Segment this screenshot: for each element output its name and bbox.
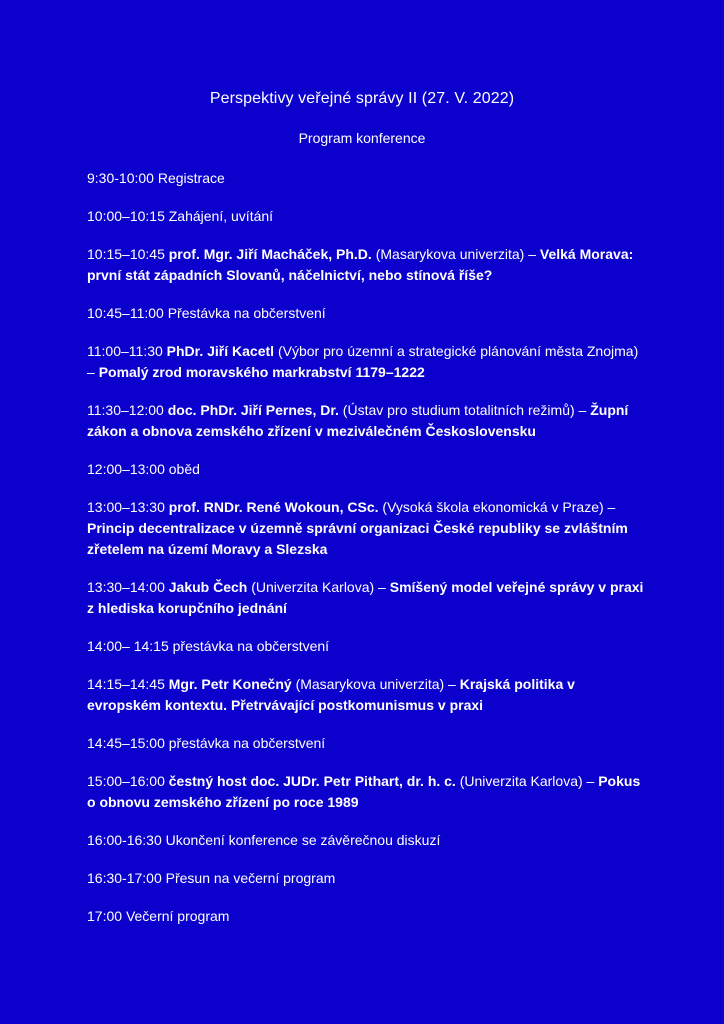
item-talk-title: Župní zákon a obnova zemského zřízení v meziválečném Československu <box>87 402 629 439</box>
program-item <box>87 400 647 442</box>
item-speaker: prof. RNDr. René Wokoun, CSc. <box>168 499 379 515</box>
item-speaker: Mgr. Petr Konečný <box>168 676 292 692</box>
program-item <box>87 577 647 619</box>
item-text: Ukončení konference se závěrečnou diskuzí <box>165 832 441 848</box>
item-talk-title: Pokus o obnovu zemského zřízení po roce 1989 <box>87 773 641 810</box>
item-text: přestávka na občerstvení <box>172 638 330 654</box>
item-text: Přesun na večerní program <box>165 870 336 886</box>
item-text: oběd <box>168 461 200 477</box>
item-speaker: prof. Mgr. Jiří Macháček, Ph.D. <box>168 246 372 262</box>
program-item <box>87 206 647 227</box>
item-time: 12:00–13:00 <box>87 461 165 477</box>
item-institution: (Univerzita Karlova) – <box>251 579 386 595</box>
item-text: Zahájení, uvítání <box>168 208 274 224</box>
item-time: 13:00–13:30 <box>87 499 165 515</box>
item-talk-title: Pomalý zrod moravského markrabství 1179–1222 <box>98 364 425 380</box>
item-institution: (Univerzita Karlova) – <box>459 773 595 789</box>
program-item <box>87 459 647 480</box>
item-talk-title: Krajská politika v evropském kontextu. Přetrvávající postkomunismus v praxi <box>87 676 575 713</box>
item-time: 16:00-16:30 <box>87 832 162 848</box>
program-item <box>87 868 647 889</box>
item-time: 17:00 <box>87 908 123 924</box>
program-item <box>87 636 647 657</box>
item-speaker: PhDr. Jiří Kacetl <box>166 343 275 359</box>
program-item <box>87 497 647 560</box>
item-time: 14:45–15:00 <box>87 735 165 751</box>
program-item <box>87 830 647 851</box>
item-speaker: čestný host doc. JUDr. Petr Pithart, dr. h. c. <box>168 773 456 789</box>
item-talk-title: Princip decentralizace v územně správní organizaci České republiky se zvláštním zřetelem na území Moravy a Slezska <box>87 520 628 557</box>
item-institution: (Masarykova univerzita) – <box>295 676 456 692</box>
program-item <box>87 771 647 813</box>
item-time: 15:00–16:00 <box>87 773 165 789</box>
program-item <box>87 168 647 189</box>
page-subtitle: Program konference <box>298 130 426 146</box>
item-speaker: doc. PhDr. Jiří Pernes, Dr. <box>167 402 339 418</box>
item-text: přestávka na občerstvení <box>168 735 326 751</box>
program-item <box>87 303 647 324</box>
item-institution: (Výbor pro územní a strategické plánování města Znojma) – <box>87 343 639 380</box>
item-talk-title: Smíšený model veřejné správy v praxi z hlediska korupčního jednání <box>87 579 644 616</box>
program-item <box>87 906 647 927</box>
item-speaker: Jakub Čech <box>168 579 248 595</box>
item-time: 14:00– 14:15 <box>87 638 169 654</box>
item-institution: (Masarykova univerzita) – <box>375 246 536 262</box>
item-time: 16:30-17:00 <box>87 870 162 886</box>
item-time: 10:45–11:00 <box>87 305 164 321</box>
page-title: Perspektivy veřejné správy II (27. V. 2022) <box>209 90 515 107</box>
program-item <box>87 733 647 754</box>
item-time: 10:15–10:45 <box>87 246 165 262</box>
item-text: Přestávka na občerstvení <box>167 305 326 321</box>
item-talk-title: Velká Morava: první stát západních Slovanů, náčelnictví, nebo stínová říše? <box>87 246 634 283</box>
program-item <box>87 341 647 383</box>
program-item <box>87 244 647 286</box>
item-institution: (Ústav pro studium totalitních režimů) – <box>342 402 587 418</box>
item-text: Registrace <box>157 170 225 186</box>
item-time: 14:15–14:45 <box>87 676 165 692</box>
item-time: 10:00–10:15 <box>87 208 165 224</box>
item-time: 11:00–11:30 <box>87 343 163 359</box>
program-list <box>87 168 647 944</box>
item-time: 11:30–12:00 <box>87 402 164 418</box>
item-time: 13:30–14:00 <box>87 579 165 595</box>
program-item <box>87 674 647 716</box>
item-text: Večerní program <box>125 908 230 924</box>
item-time: 9:30-10:00 <box>87 170 154 186</box>
item-institution: (Vysoká škola ekonomická v Praze) – <box>382 499 616 515</box>
